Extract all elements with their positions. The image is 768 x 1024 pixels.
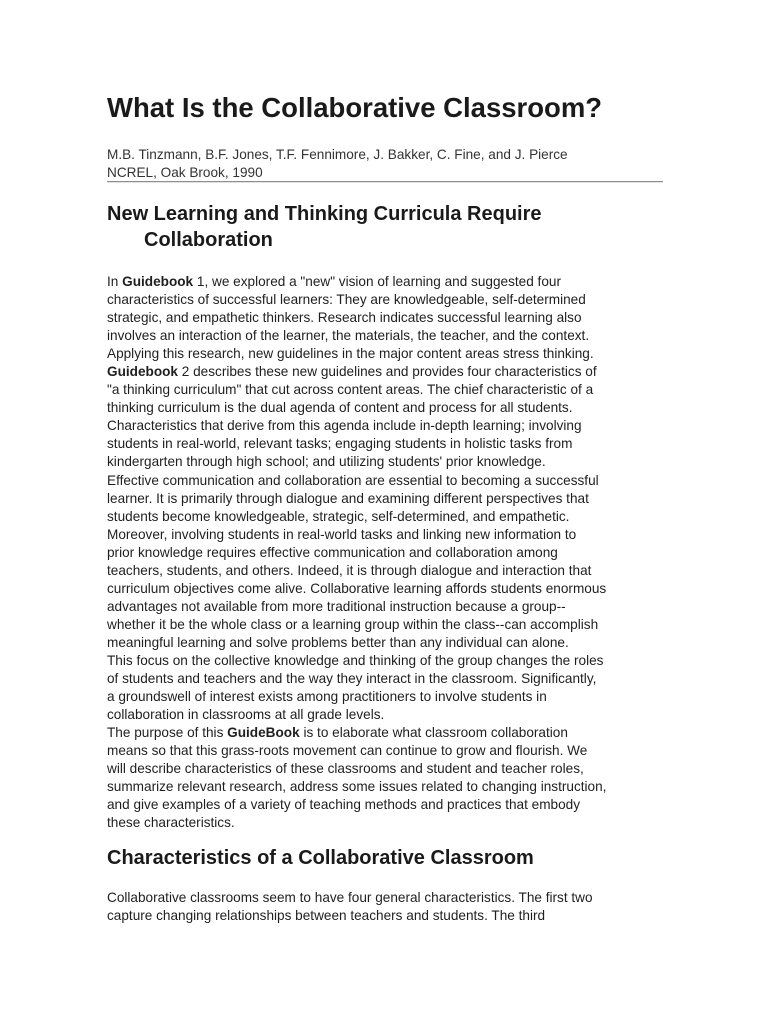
section-heading-characteristics: Characteristics of a Collaborative Classroom <box>107 847 534 869</box>
text-line <box>107 309 663 327</box>
text-line <box>107 760 663 778</box>
page-title: What Is the Collaborative Classroom? <box>107 92 603 123</box>
section-heading-line: New Learning and Thinking Curricula Require <box>107 203 542 225</box>
section-heading-line: Collaboration <box>144 229 273 251</box>
text-segment: of students and teachers and the way they interact in the classroom. Significantly, <box>107 671 597 687</box>
text-line <box>107 291 663 309</box>
text-line <box>107 526 663 544</box>
text-segment: Characteristics that derive from this agenda include in-depth learning; involving <box>107 418 582 434</box>
text-line <box>107 508 663 526</box>
horizontal-divider <box>107 181 663 183</box>
text-segment: 2 describes these new guidelines and provides four characteristics of <box>178 364 597 380</box>
text-line <box>107 417 663 435</box>
text-segment: Effective communication and collaboration are essential to becoming a successful <box>107 472 599 488</box>
section-body-characteristics <box>107 889 663 925</box>
text-segment: learner. It is primarily through dialogue and examining different perspectives that <box>107 490 589 506</box>
text-line <box>107 796 663 814</box>
text-line <box>107 598 663 616</box>
bold-title-text: Guidebook <box>107 364 178 380</box>
text-line: capture changing relationships between teachers and students. The third <box>107 908 546 924</box>
text-line <box>107 345 663 363</box>
text-segment: 1, we explored a "new" vision of learning and suggested four <box>193 274 561 289</box>
text-line <box>107 544 663 562</box>
text-line <box>107 688 663 706</box>
text-segment: students in real-world, relevant tasks; engaging students in holistic tasks from <box>107 436 573 452</box>
text-segment: teachers, students, and others. Indeed, it is through dialogue and interaction that <box>107 562 592 578</box>
text-line <box>107 399 663 417</box>
text-segment: meaningful learning and solve problems better than any individual can alone. <box>107 634 569 650</box>
text-segment: whether it be the whole class or a learning group within the class--can accomplish <box>107 616 599 632</box>
text-segment: The purpose of this <box>107 725 228 741</box>
section-body-new-learning <box>107 273 663 832</box>
text-segment: means so that this grass-roots movement can continue to grow and flourish. We <box>107 743 588 759</box>
publisher-line: NCREL, Oak Brook, 1990 <box>107 164 263 180</box>
text-line <box>107 652 663 670</box>
text-segment: This focus on the collective knowledge and thinking of the group changes the roles <box>107 652 604 668</box>
text-segment: these characteristics. <box>107 815 235 831</box>
text-segment: advantages not available from more traditional instruction because a group-- <box>107 598 566 614</box>
text-line: Collaborative classrooms seem to have four general characteristics. The first two <box>107 890 593 905</box>
text-line <box>107 778 663 796</box>
text-line <box>107 580 663 598</box>
text-segment: collaboration in classrooms at all grade levels. <box>107 707 385 723</box>
text-segment: "a thinking curriculum" that cut across content areas. The chief characteristic of a <box>107 382 594 398</box>
text-segment: In <box>107 274 123 289</box>
text-line <box>107 670 663 688</box>
text-line <box>107 634 663 652</box>
text-line <box>107 472 663 490</box>
author-block <box>107 146 568 181</box>
text-line <box>107 327 663 345</box>
text-line <box>107 814 663 832</box>
bold-title-text: GuideBook <box>227 725 300 741</box>
text-segment: involves an interaction of the learner, the materials, the teacher, and the context. <box>107 328 590 344</box>
text-segment: is to elaborate what classroom collaboration <box>299 725 568 741</box>
text-segment: strategic, and empathetic thinkers. Research indicates successful learning also <box>107 310 582 326</box>
text-line <box>107 490 663 508</box>
text-segment: and give examples of a variety of teaching methods and practices that embody <box>107 797 581 813</box>
text-segment: students become knowledgeable, strategic, self-determined, and empathetic. <box>107 508 570 524</box>
text-line <box>107 562 663 580</box>
text-segment: thinking curriculum is the dual agenda of content and process for all students. <box>107 400 573 416</box>
text-line <box>107 363 663 381</box>
text-line <box>107 435 663 453</box>
section-heading-new-learning <box>107 201 663 253</box>
text-segment: will describe characteristics of these classrooms and student and teacher roles, <box>107 761 584 777</box>
text-line <box>107 616 663 634</box>
text-segment: prior knowledge requires effective communication and collaboration among <box>107 544 558 560</box>
text-segment: characteristics of successful learners: They are knowledgeable, self-determined <box>107 292 586 308</box>
text-segment: Applying this research, new guidelines in the major content areas stress thinking. <box>107 346 594 362</box>
text-line <box>107 453 663 471</box>
bold-title-text: Guidebook <box>122 274 194 289</box>
text-segment: Moreover, involving students in real-world tasks and linking new information to <box>107 526 577 542</box>
text-segment: curriculum objectives come alive. Collaborative learning affords students enormous <box>107 580 607 596</box>
text-line <box>107 273 663 291</box>
text-line <box>107 724 663 742</box>
text-line <box>107 742 663 760</box>
text-segment: a groundswell of interest exists among practitioners to involve students in <box>107 689 547 705</box>
text-segment: kindergarten through high school; and utilizing students' prior knowledge. <box>107 454 546 470</box>
authors-line: M.B. Tinzmann, B.F. Jones, T.F. Fennimore, J. Bakker, C. Fine, and J. Pierce <box>107 147 568 162</box>
text-line <box>107 381 663 399</box>
text-segment: summarize relevant research, address some issues related to changing instruction, <box>107 779 607 795</box>
text-line <box>107 706 663 724</box>
